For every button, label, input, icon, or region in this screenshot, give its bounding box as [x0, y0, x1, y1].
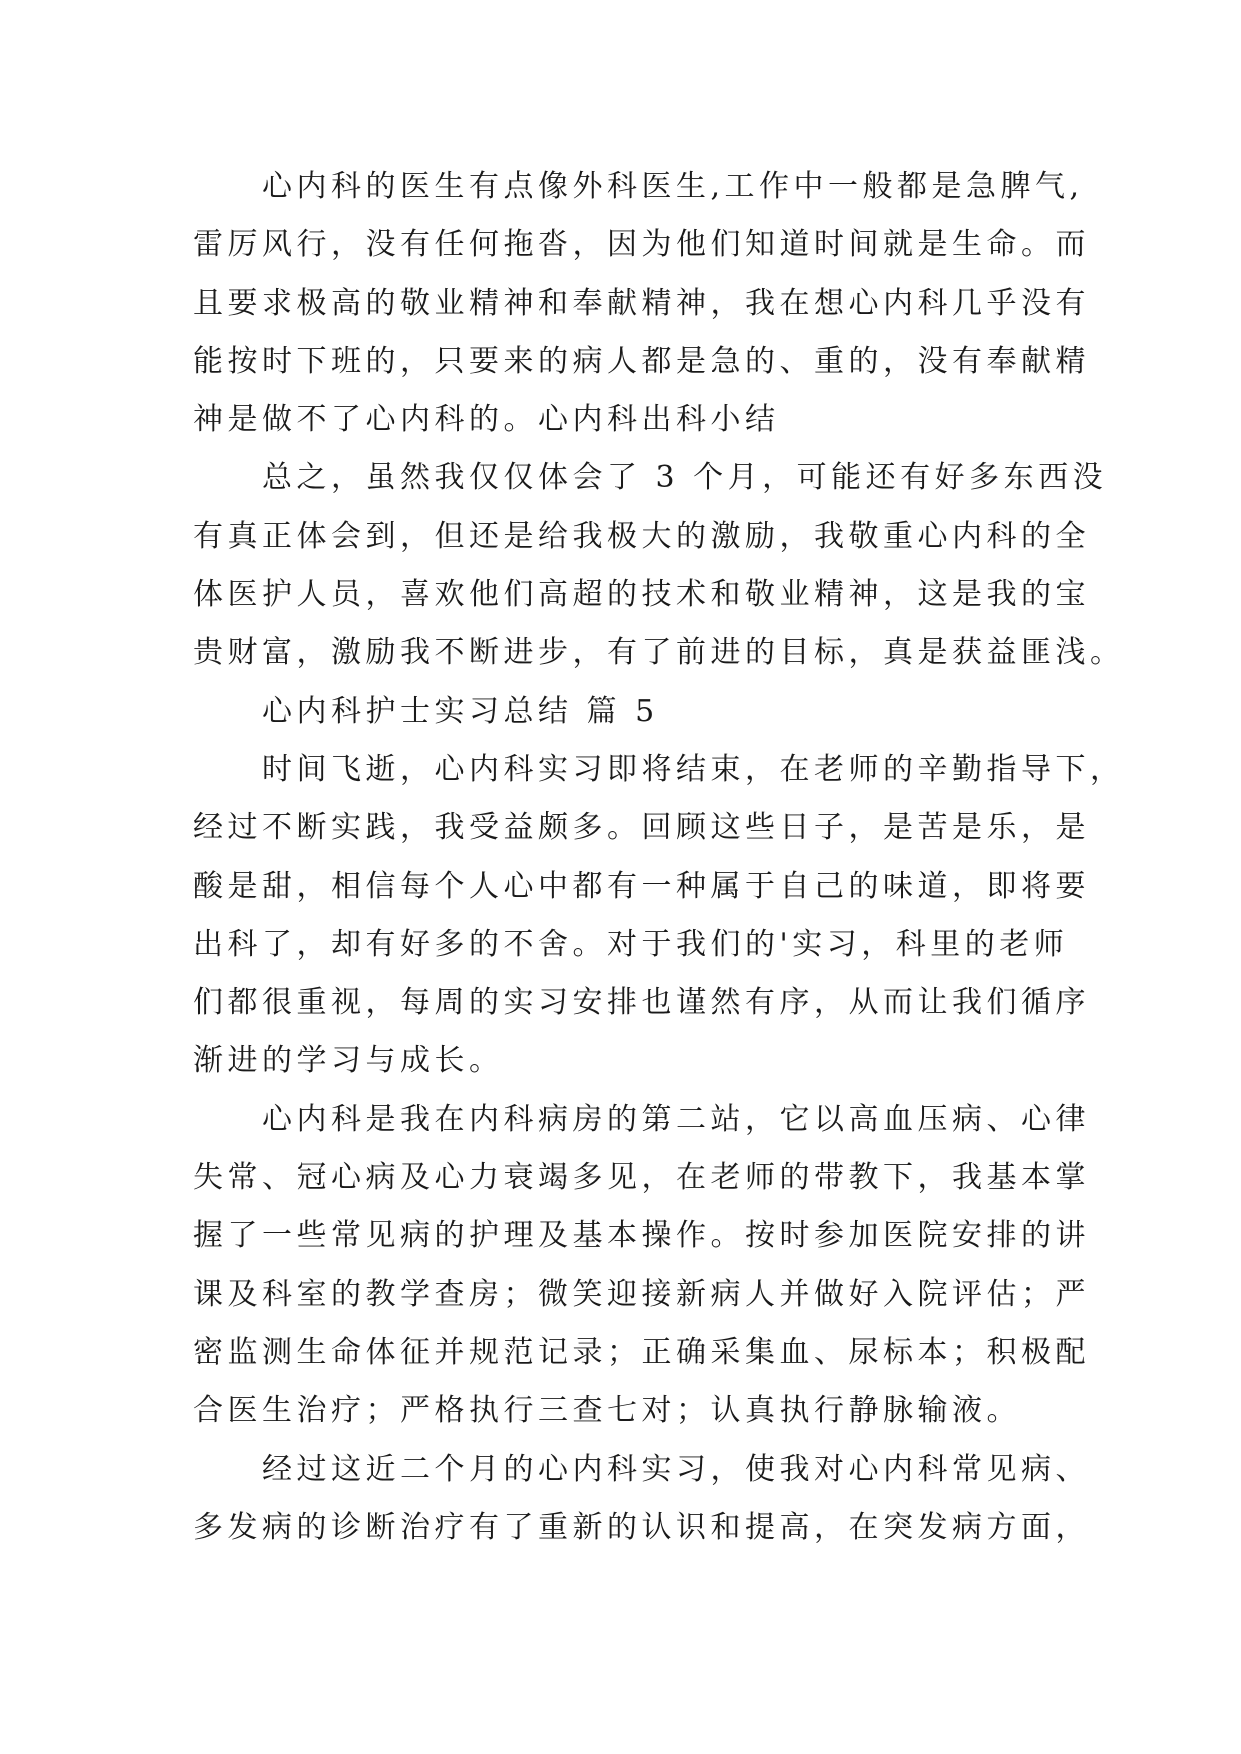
paragraph [193, 1091, 1090, 1441]
text-line: 体医护人员，喜欢他们高超的技术和敬业精神，这是我的宝 [193, 577, 1090, 613]
text-line: 心内科是我在内科病房的第二站，它以高血压病、心律 [193, 1101, 1090, 1137]
paragraph [193, 741, 1125, 1091]
section-heading [193, 683, 1063, 741]
text-line: 且要求极高的敬业精神和奉献精神，我在想心内科几乎没有 [193, 285, 1090, 321]
text-line: 酸是甜，相信每个人心中都有一种属于自己的味道，即将要 [193, 868, 1090, 904]
text-line: 握了一些常见病的护理及基本操作。按时参加医院安排的讲 [193, 1218, 1090, 1254]
heading-line: 心内科护士实习总结 篇 5 [193, 693, 659, 729]
text-line: 总之，虽然我仅仅体会了 3 个月，可能还有好多东西没 [193, 460, 1108, 496]
text-line: 合医生治疗；严格执行三查七对；认真执行静脉输液。 [193, 1393, 1021, 1429]
document-body [193, 158, 1125, 1557]
text-line: 失常、冠心病及心力衰竭多见，在老师的带教下，我基本掌 [193, 1160, 1090, 1196]
text-line: 课及科室的教学查房；微笑迎接新病人并做好入院评估；严 [193, 1276, 1090, 1312]
text-line: 出科了，却有好多的不舍。对于我们的'实习，科里的老师 [193, 926, 1069, 962]
text-line: 经过不断实践，我受益颇多。回顾这些日子，是苦是乐，是 [193, 810, 1090, 846]
paragraph [193, 1441, 1090, 1558]
text-line: 多发病的诊断治疗有了重新的认识和提高，在突发病方面， [193, 1509, 1090, 1545]
text-line: 雷厉风行，没有任何拖沓，因为他们知道时间就是生命。而 [193, 227, 1090, 263]
text-line: 渐进的学习与成长。 [193, 1043, 504, 1079]
text-line: 贵财富，激励我不断进步，有了前进的目标，真是获益匪浅。 [193, 635, 1125, 671]
text-line: 密监测生命体征并规范记录；正确采集血、尿标本；积极配 [193, 1334, 1090, 1370]
text-line: 能按时下班的，只要来的病人都是急的、重的，没有奉献精 [193, 343, 1090, 379]
text-line: 经过这近二个月的心内科实习，使我对心内科常见病、 [193, 1451, 1090, 1487]
text-line: 们都很重视，每周的实习安排也谨然有序，从而让我们循序 [193, 985, 1090, 1021]
text-line: 神是做不了心内科的。心内科出科小结 [193, 402, 780, 438]
paragraph [193, 449, 1125, 682]
text-line: 时间飞逝，心内科实习即将结束，在老师的辛勤指导下， [193, 751, 1125, 787]
text-line: 心内科的医生有点像外科医生,工作中一般都是急脾气, [193, 169, 1084, 204]
text-line: 有真正体会到，但还是给我极大的激励，我敬重心内科的全 [193, 518, 1090, 554]
paragraph [193, 158, 1090, 449]
